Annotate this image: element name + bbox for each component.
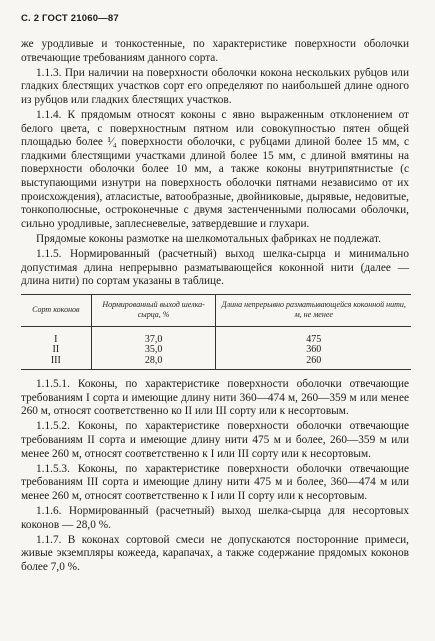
paragraph: 1.1.3. При наличии на поверхности оболочки кокона нескольких рубцов или гладких блестящих участков сорт его определяют по наибольшей длине одного из рубцов или гладких блестящих участков. (21, 66, 409, 106)
page-header: С. 2 ГОСТ 21060—87 (21, 13, 119, 24)
paragraph: 1.1.5.3. Коконы, по характеристике поверхности оболочки отвечающие требованиям III сорта и имеющие длину нити 475 м и более, 360—474 м или менее 260 м, относят соответственно к I или II сорту или к несортовым. (21, 462, 409, 502)
paragraph: 1.1.4. К прядомым относят коконы с явно выраженным отклонением от белого цвета, с поверхностным пятном или совокупностью пятен общей площадью более ¹⁄₄ поверхности оболочки, с рубцами длиной более 15 мм, с гладкими блестящими участками длиной более 15 мм, с длиной вмятины на поверхности оболочки более 10 мм, а также коконы внутрипятнистые (с выступающими изнутри на поверхность оболочки пятнами независимо от их происхождения), атласистые, ватообразные, двойниковые, дырявые, недовитые, тонкополюсные, остроконечные с двумя застенченными полюсами оболочки, сильно уродливые, заплесневелые, затвердевшие и глухари. (21, 108, 409, 230)
column-header-yield: Нормированный выход шелка-сырца, % (91, 294, 216, 326)
paragraph: Прядомые коконы размотке на шелкомотальных фабриках не подлежат. (36, 232, 381, 245)
cell-length: 360 (216, 345, 411, 356)
cell-length: 475 (216, 326, 411, 345)
cell-yield: 37,0 (91, 326, 216, 345)
paragraph: 1.1.7. В коконах сортовой смеси не допускаются посторонние примеси, живые экземпляры кожееда, карапачах, а также содержание прядомых коконов более 7,0 %. (21, 533, 409, 573)
cell-sort: II (52, 344, 60, 356)
table-row (21, 326, 411, 345)
sorts-table (21, 294, 411, 371)
cell-yield: 35,0 (91, 345, 216, 356)
cell-yield: 28,0 (91, 356, 216, 370)
cell-length: 260 (216, 356, 411, 370)
column-header-sort: Сорт коконов (21, 294, 91, 326)
column-header-length: Длина непрерывно разматывающейся коконной нити, м, не менее (216, 294, 411, 326)
table-header-row (21, 294, 411, 326)
paragraph: же уродливые и тонкостенные, по характеристике поверхности оболочки отвечающие требованиям данного сорта. (21, 38, 409, 64)
cell-sort: III (21, 356, 91, 370)
document-body (21, 38, 409, 576)
paragraph: 1.1.5. Нормированный (расчетный) выход шелка-сырца и минимально допустимая длина непрерывно разматывающейся коконной нити (далее — длина нити) по сортам указаны в таблице. (21, 247, 409, 288)
paragraph: 1.1.5.1. Коконы, по характеристике поверхности оболочки отвечающие требованиям I сорта и имеющие длину нити 360—474 м, 260—359 м или менее 260 м, относят соответственно ко II или III сорту или к несортовым. (21, 378, 409, 418)
paragraph: 1.1.6. Нормированный (расчетный) выход шелка-сырца для несортовых коконов — 28,0 %. (21, 505, 409, 531)
table-row (21, 345, 411, 356)
cell-sort: I (54, 333, 58, 345)
paragraph: 1.1.5.2. Коконы, по характеристике поверхности оболочки отвечающие требованиям II сорта и имеющие длину нити 475 м и более, 260—359 м или менее 260 м, относят соответственно к I или III сорту или к несортовым. (21, 420, 409, 460)
table-row (21, 356, 411, 370)
